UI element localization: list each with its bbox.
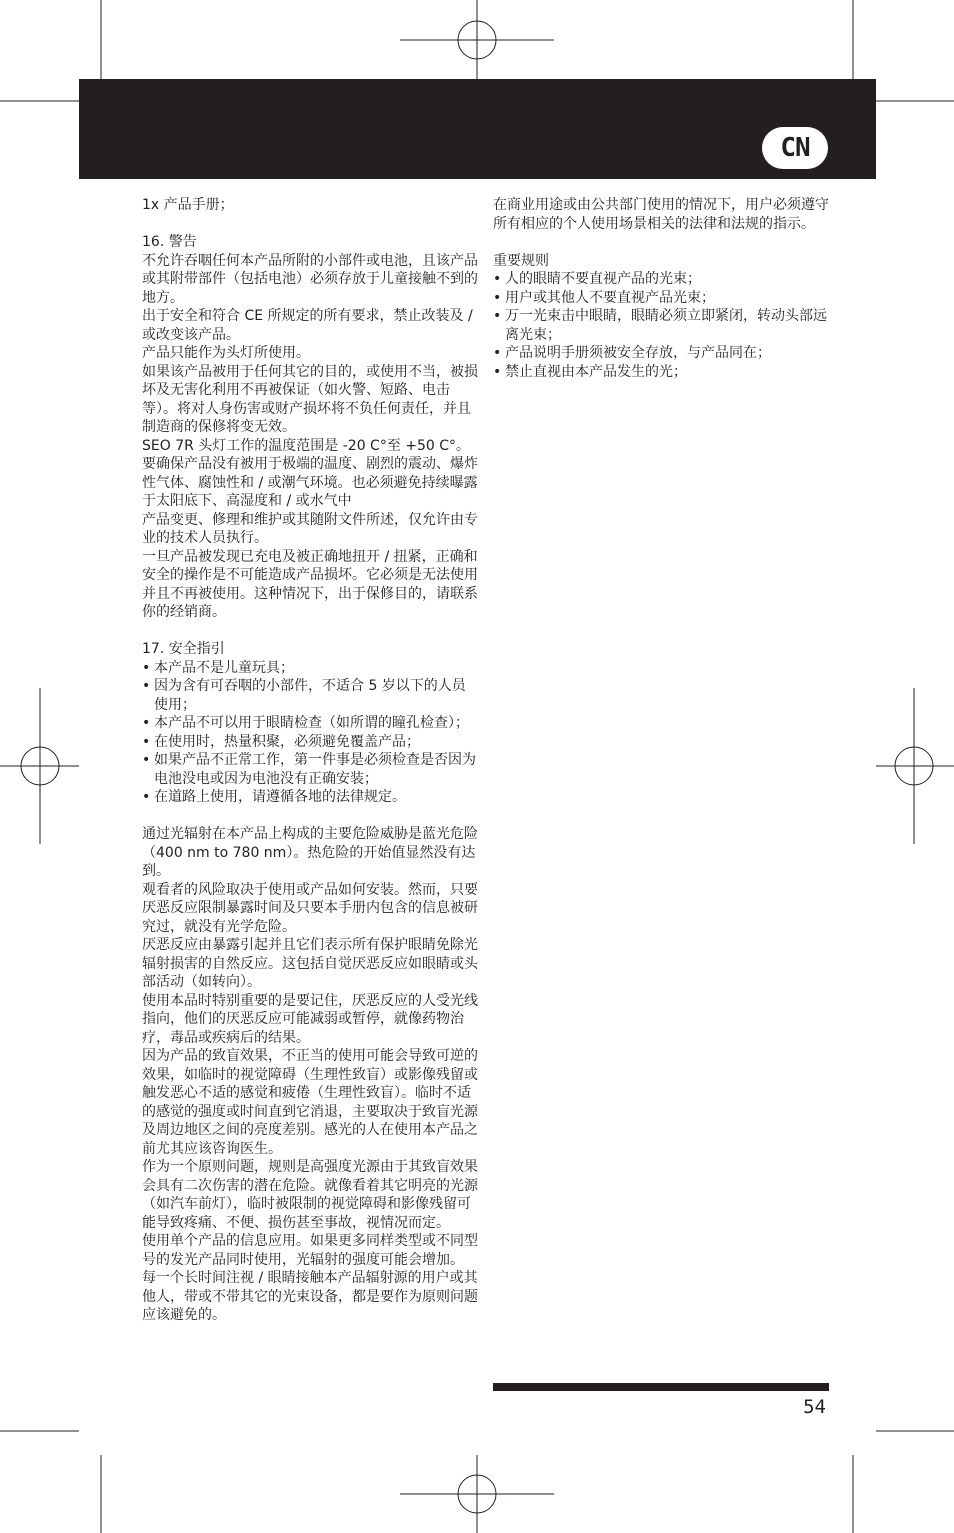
warning-paragraph: 如果该产品被用于任何其它的目的，或使用不当，被损坏及无害化利用不再被保证（如火警、短路、电击等）。将对人身伤害或财产损坏将不负任何责任，并且制造商的保修将变无效。	[142, 363, 478, 435]
language-badge: CN	[762, 127, 828, 169]
warning-heading: 16. 警告	[142, 234, 197, 250]
page-number: 54	[803, 1396, 826, 1418]
warning-paragraph: 不允许吞咽任何本产品所附的小部件或电池，且该产品或其附带部件（包括电池）必须存放于儿童接触不到的地方。	[142, 252, 478, 306]
rules-list-item: • 产品说明手册须被安全存放，与产品同在；	[493, 344, 830, 363]
safety-list-item: • 在道路上使用，请遵循各地的法律规定。	[142, 788, 479, 807]
included-item: 1x 产品手册；	[142, 197, 234, 213]
footer-rule	[493, 1383, 829, 1391]
left-column	[142, 196, 479, 1325]
radiation-paragraph: 通过光辐射在本产品上构成的主要危险威胁是蓝光危险（400 nm to 780 nm）。热危险的开始值显然没有达到。	[142, 826, 478, 879]
header-bar	[79, 79, 876, 179]
rules-list-item: • 万一光束击中眼睛，眼睛必须立即紧闭，转动头部远离光束；	[493, 307, 830, 344]
warning-paragraph: 一旦产品被发现已充电及被正确地扭开 / 扭紧，正确和安全的操作是不可能造成产品损坏。它必须是无法使用并且不再被使用。这种情况下，出于保修目的，请联系你的经销商。	[142, 548, 478, 620]
safety-heading: 17. 安全指引	[142, 641, 225, 657]
radiation-paragraph: 作为一个原则问题，规则是高强度光源由于其致盲效果会具有二次伤害的潜在危险。就像看着其它明亮的光源（如汽车前灯），临时被限制的视觉障碍和影像残留可能导致疼痛、不便、损伤甚至事故，视情况而定。	[142, 1159, 478, 1231]
rules-list-item: • 人的眼睛不要直视产品的光束；	[493, 270, 830, 289]
radiation-paragraph: 每一个长时间注视 / 眼睛接触本产品辐射源的用户或其他人，带或不带其它的光束设备，都是要作为原则问题应该避免的。	[142, 1270, 478, 1323]
commercial-use-paragraph: 在商业用途或由公共部门使用的情况下，用户必须遵守所有相应的个人使用场景相关的法律和法规的指示。	[493, 197, 829, 232]
warning-paragraph: SEO 7R 头灯工作的温度范围是 -20 C°至 +50 C°。要确保产品没有被用于极端的温度、剧烈的震动、爆炸性气体、腐蚀性和 / 或潮气环境。也必须避免持续曝露于太阳底下、高湿度和 / 或水气中	[142, 437, 478, 509]
right-column	[493, 196, 830, 381]
safety-list-item: • 如果产品不正常工作，第一件事是必须检查是否因为电池没电或因为电池没有正确安装；	[142, 751, 479, 788]
warning-paragraph: 出于安全和符合 CE 所规定的所有要求，禁止改装及 / 或改变该产品。	[142, 308, 473, 343]
warning-paragraph: 产品只能作为头灯所使用。	[142, 345, 310, 361]
radiation-paragraph: 使用单个产品的信息应用。如果更多同样类型或不同型号的发光产品同时使用，光辐射的强度可能会增加。	[142, 1233, 478, 1268]
radiation-paragraph: 使用本品时特别重要的是要记住，厌恶反应的人受光线指向，他们的厌恶反应可能减弱或暂停，就像药物治疗，毒品或疾病后的结果。	[142, 992, 478, 1046]
rules-heading: 重要规则	[493, 252, 549, 269]
radiation-paragraph: 因为产品的致盲效果，不正当的使用可能会导致可逆的效果，如临时的视觉障碍（生理性致盲）或影像残留或触发恶心不适的感觉和疲倦（生理性致盲）。临时不适的感觉的强度或时间直到它消退，主要取决于致盲光源及周边地区之间的亮度差别。感光的人在使用本产品之前尤其应该咨询医生。	[142, 1048, 478, 1157]
rules-list-item: • 禁止直视由本产品发生的光；	[493, 363, 830, 382]
safety-list-item: • 本产品不可以用于眼睛检查（如所谓的瞳孔检查）；	[142, 714, 479, 733]
warning-paragraph: 产品变更、修理和维护或其随附文件所述，仅允许由专业的技术人员执行。	[142, 511, 478, 546]
radiation-paragraph: 观看者的风险取决于使用或产品如何安装。然而，只要厌恶反应限制暴露时间及只要本手册内包含的信息被研究过，就没有光学危险。	[142, 881, 478, 935]
safety-list-item: • 因为含有可吞咽的小部件，不适合 5 岁以下的人员使用；	[142, 677, 479, 714]
safety-list-item: • 在使用时，热量积聚，必须避免覆盖产品；	[142, 733, 479, 752]
rules-list-item: • 用户或其他人不要直视产品光束；	[493, 289, 830, 308]
safety-list-item: • 本产品不是儿童玩具；	[142, 659, 479, 678]
radiation-paragraph: 厌恶反应由暴露引起并且它们表示所有保护眼睛免除光辐射损害的自然反应。这包括自觉厌恶反应如眼睛或头部活动（如转向）。	[142, 937, 478, 990]
